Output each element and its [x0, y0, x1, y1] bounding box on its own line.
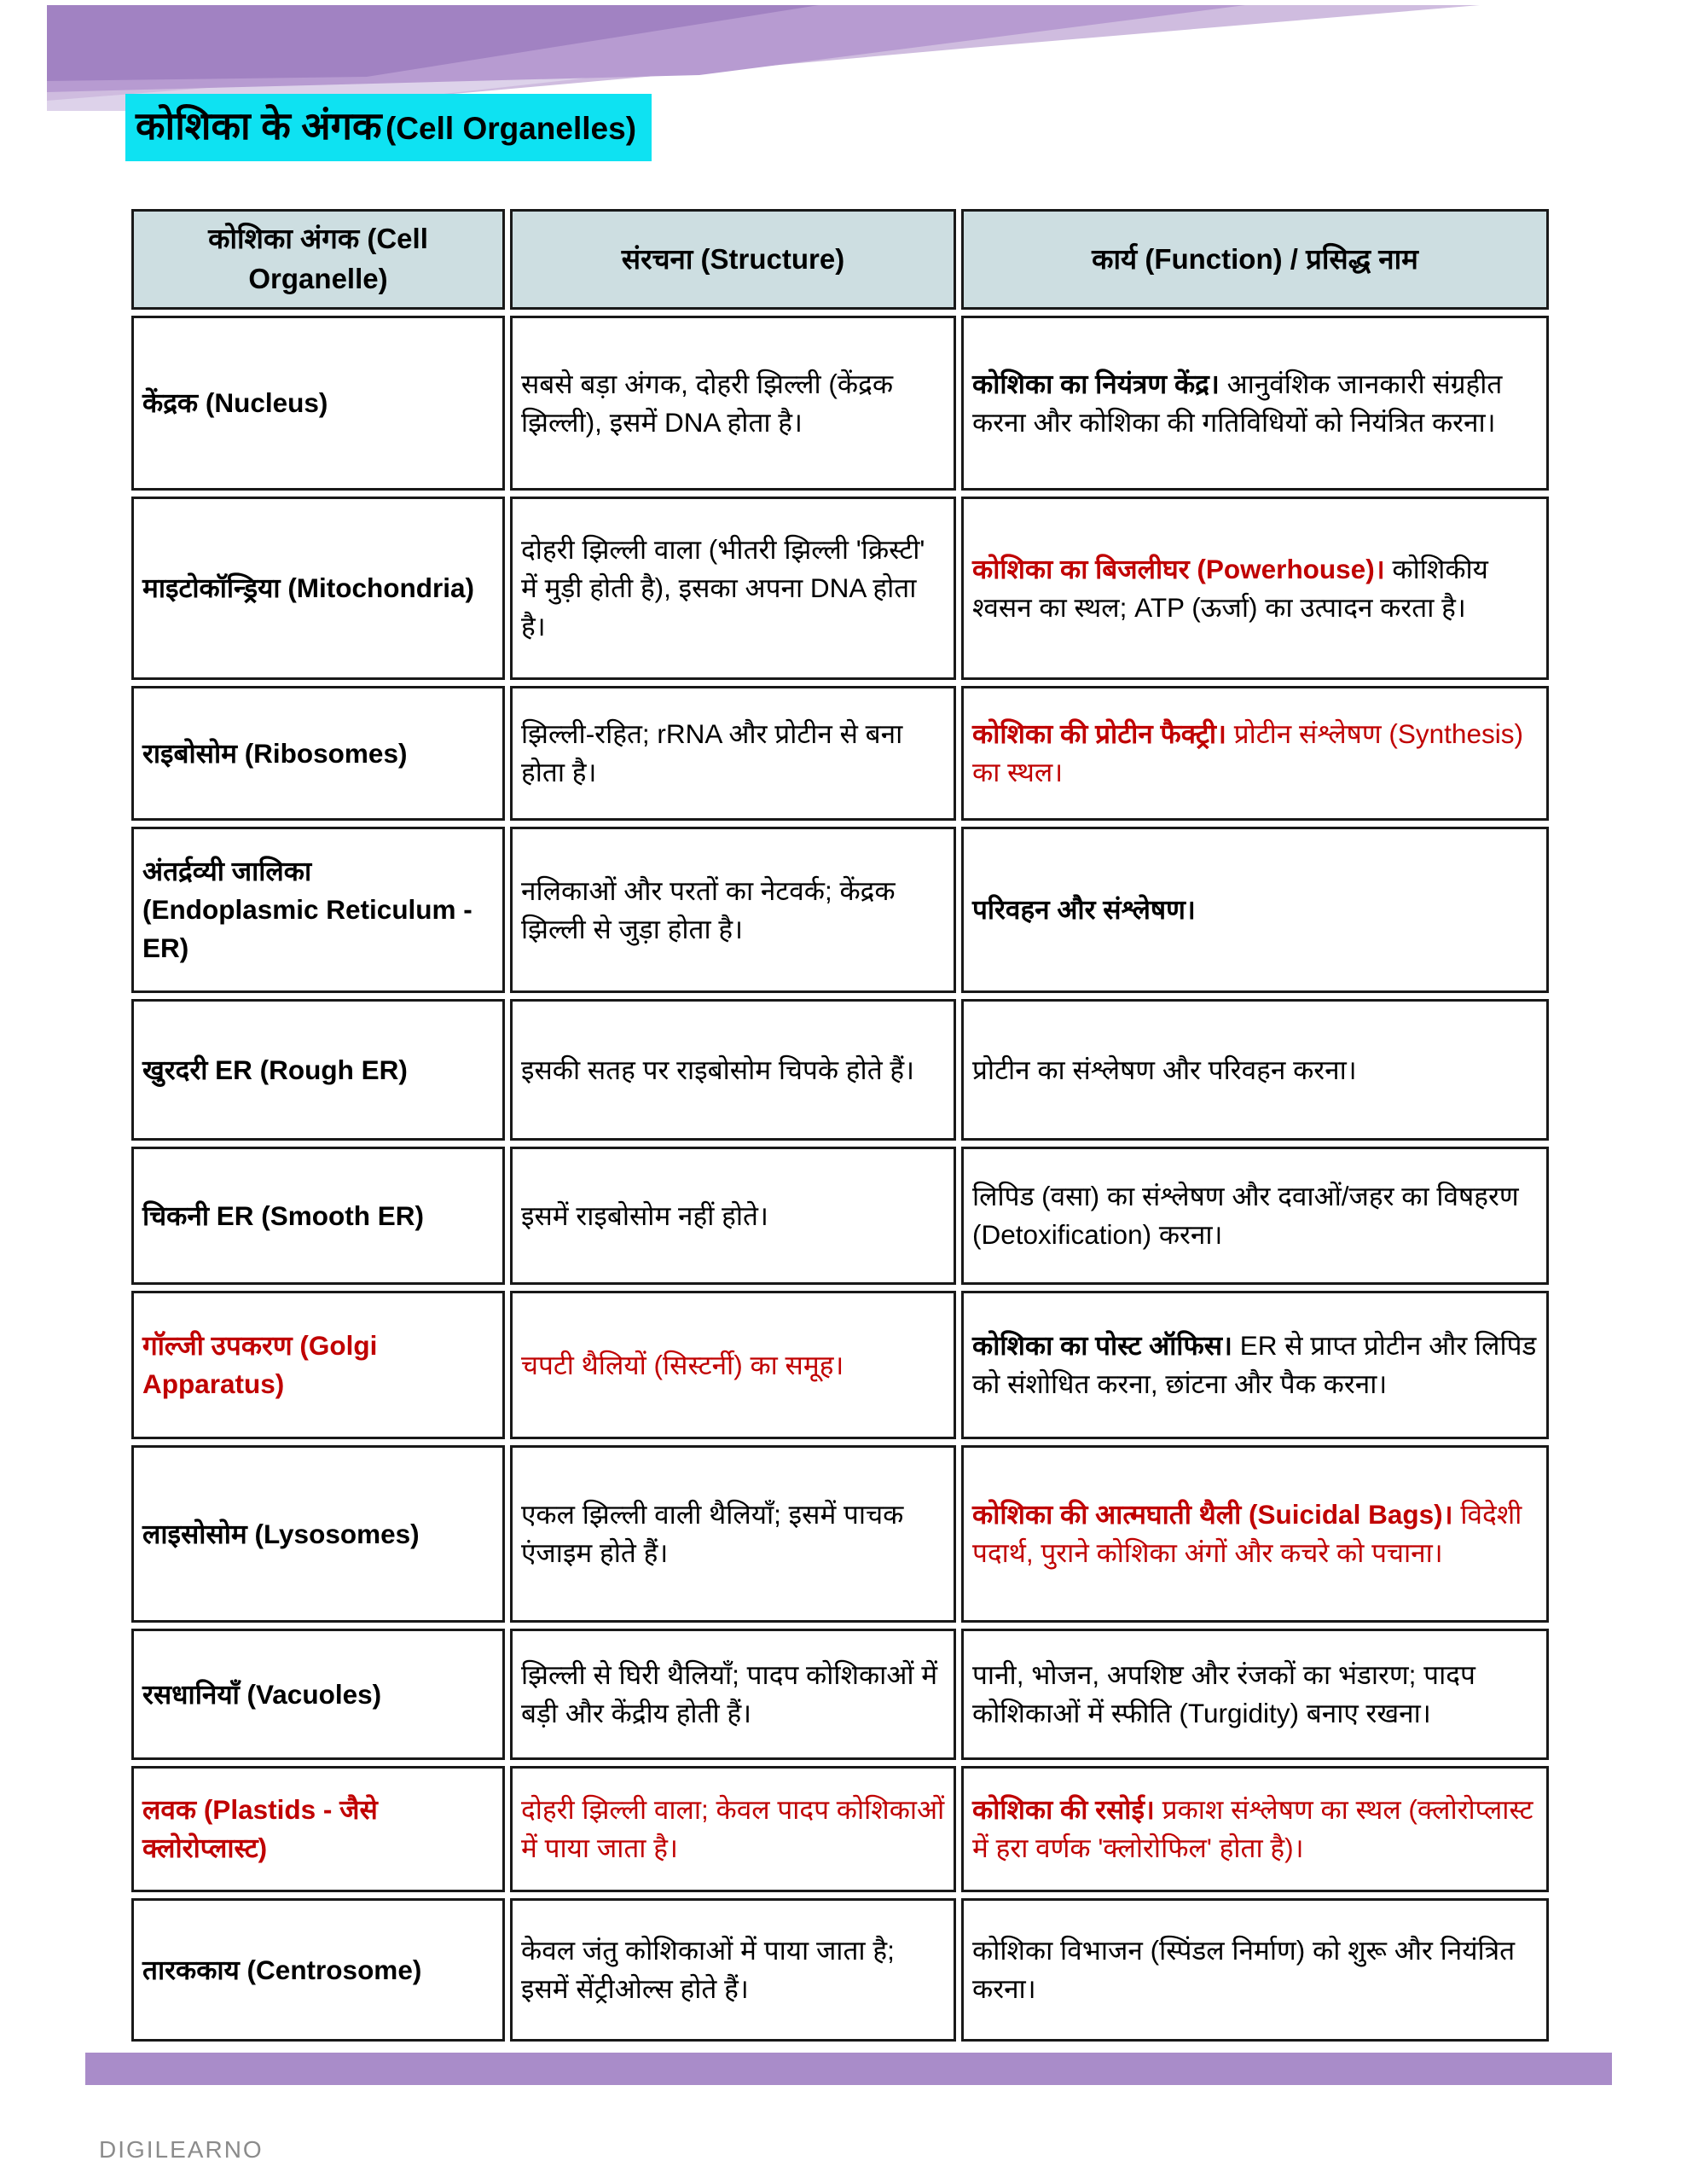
function-description: विदेशी पदार्थ, पुराने कोशिका अंगों और कचरे को पचाना। [972, 1499, 1522, 1568]
organelle-name-cell: केंद्रक (Nucleus) [131, 316, 505, 491]
organelle-name-cell: तारककाय (Centrosome) [131, 1898, 505, 2042]
function-famous-name: कोशिका की आत्मघाती थैली (Suicidal Bags)। [972, 1499, 1453, 1531]
function-famous-name: कोशिका का नियंत्रण केंद्र। [972, 368, 1220, 399]
column-header-organelle: कोशिका अंगक (Cell Organelle) [131, 209, 505, 310]
bottom-bar [85, 2053, 1612, 2085]
organelle-name-cell: गॉल्जी उपकरण (Golgi Apparatus) [131, 1291, 505, 1439]
organelle-name-cell: लवक (Plastids - जैसे क्लोरोप्लास्ट) [131, 1766, 505, 1892]
structure-cell: इसकी सतह पर राइबोसोम चिपके होते हैं। [510, 999, 956, 1141]
organelle-table [126, 203, 1554, 2048]
function-famous-name: कोशिका की प्रोटीन फैक्ट्री। [972, 718, 1226, 750]
function-cell [961, 316, 1549, 491]
function-famous-name: कोशिका का पोस्ट ऑफिस। [972, 1330, 1232, 1362]
function-cell [961, 1445, 1549, 1623]
organelle-name-cell: चिकनी ER (Smooth ER) [131, 1147, 505, 1285]
organelle-name-cell: खुरदरी ER (Rough ER) [131, 999, 505, 1141]
structure-cell: इसमें राइबोसोम नहीं होते। [510, 1147, 956, 1285]
function-cell [961, 1766, 1549, 1892]
function-cell [961, 999, 1549, 1141]
function-famous-name: कोशिका का बिजलीघर (Powerhouse)। [972, 553, 1385, 584]
function-cell [961, 686, 1549, 821]
table-row [131, 1147, 1549, 1285]
organelle-name-cell: अंतर्द्रव्यी जालिका (Endoplasmic Reticulum - ER) [131, 827, 505, 993]
function-cell [961, 1147, 1549, 1285]
title-wrap [125, 94, 652, 161]
column-header-structure: संरचना (Structure) [510, 209, 956, 310]
function-description: प्रोटीन संश्लेषण (Synthesis) का स्थल। [972, 718, 1523, 787]
structure-cell: सबसे बड़ा अंगक, दोहरी झिल्ली (केंद्रक झिल्ली), इसमें DNA होता है। [510, 316, 956, 491]
page-title [125, 94, 652, 161]
function-cell [961, 1898, 1549, 2042]
function-cell [961, 827, 1549, 993]
structure-cell: एकल झिल्ली वाली थैलियाँ; इसमें पाचक एंजाइम होते हैं। [510, 1445, 956, 1623]
organelle-name-cell: राइबोसोम (Ribosomes) [131, 686, 505, 821]
function-description: पानी, भोजन, अपशिष्ट और रंजकों का भंडारण; पादप कोशिकाओं में स्फीति (Turgidity) बनाए रखना। [972, 1659, 1475, 1728]
organelle-name-cell: लाइसोसोम (Lysosomes) [131, 1445, 505, 1623]
organelle-name-cell: माइटोकॉन्ड्रिया (Mitochondria) [131, 497, 505, 680]
footer-brand: DIGILEARNO [99, 2136, 264, 2163]
structure-cell: चपटी थैलियों (सिस्टर्नी) का समूह। [510, 1291, 956, 1439]
table-row [131, 316, 1549, 491]
table-row [131, 1766, 1549, 1892]
function-description: ER से प्राप्त प्रोटीन और लिपिड को संशोधित करना, छांटना और पैक करना। [972, 1330, 1537, 1399]
table-row [131, 1291, 1549, 1439]
structure-cell: केवल जंतु कोशिकाओं में पाया जाता है; इसमें सेंट्रीओल्स होते हैं। [510, 1898, 956, 2042]
table-row [131, 686, 1549, 821]
table-row [131, 827, 1549, 993]
function-description: लिपिड (वसा) का संश्लेषण और दवाओं/जहर का विषहरण (Detoxification) करना। [972, 1181, 1519, 1250]
table-row [131, 1629, 1549, 1760]
table-row [131, 999, 1549, 1141]
function-description: आनुवंशिक जानकारी संग्रहीत करना और कोशिका की गतिविधियों को नियंत्रित करना। [972, 368, 1503, 438]
structure-cell: झिल्ली-रहित; rRNA और प्रोटीन से बना होता है। [510, 686, 956, 821]
organelle-table-body [131, 316, 1549, 2042]
table-row [131, 1445, 1549, 1623]
structure-cell: दोहरी झिल्ली वाला; केवल पादप कोशिकाओं में पाया जाता है। [510, 1766, 956, 1892]
function-cell [961, 497, 1549, 680]
table-row [131, 1898, 1549, 2042]
function-description: प्रोटीन का संश्लेषण और परिवहन करना। [972, 1054, 1357, 1085]
function-description: प्रकाश संश्लेषण का स्थल (क्लोरोप्लास्ट में हरा वर्णक 'क्लोरोफिल' होता है)। [972, 1794, 1533, 1863]
function-cell [961, 1291, 1549, 1439]
function-cell [961, 1629, 1549, 1760]
page-title-hindi: कोशिका के अंगक [136, 104, 382, 148]
table-header-row [131, 209, 1549, 310]
structure-cell: दोहरी झिल्ली वाला (भीतरी झिल्ली 'क्रिस्टी' में मुड़ी होती है), इसका अपना DNA होता है। [510, 497, 956, 680]
function-famous-name: परिवहन और संश्लेषण। [972, 894, 1196, 926]
function-description: कोशिका विभाजन (स्पिंडल निर्माण) को शुरू और नियंत्रित करना। [972, 1935, 1516, 2004]
table-row [131, 497, 1549, 680]
structure-cell: झिल्ली से घिरी थैलियाँ; पादप कोशिकाओं में बड़ी और केंद्रीय होती हैं। [510, 1629, 956, 1760]
function-description: कोशिकीय श्वसन का स्थल; ATP (ऊर्जा) का उत्पादन करता है। [972, 553, 1488, 623]
organelle-name-cell: रसधानियाँ (Vacuoles) [131, 1629, 505, 1760]
structure-cell: नलिकाओं और परतों का नेटवर्क; केंद्रक झिल्ली से जुड़ा होता है। [510, 827, 956, 993]
page-title-english: (Cell Organelles) [385, 111, 637, 146]
column-header-function: कार्य (Function) / प्रसिद्ध नाम [961, 209, 1549, 310]
function-famous-name: कोशिका की रसोई। [972, 1794, 1155, 1826]
